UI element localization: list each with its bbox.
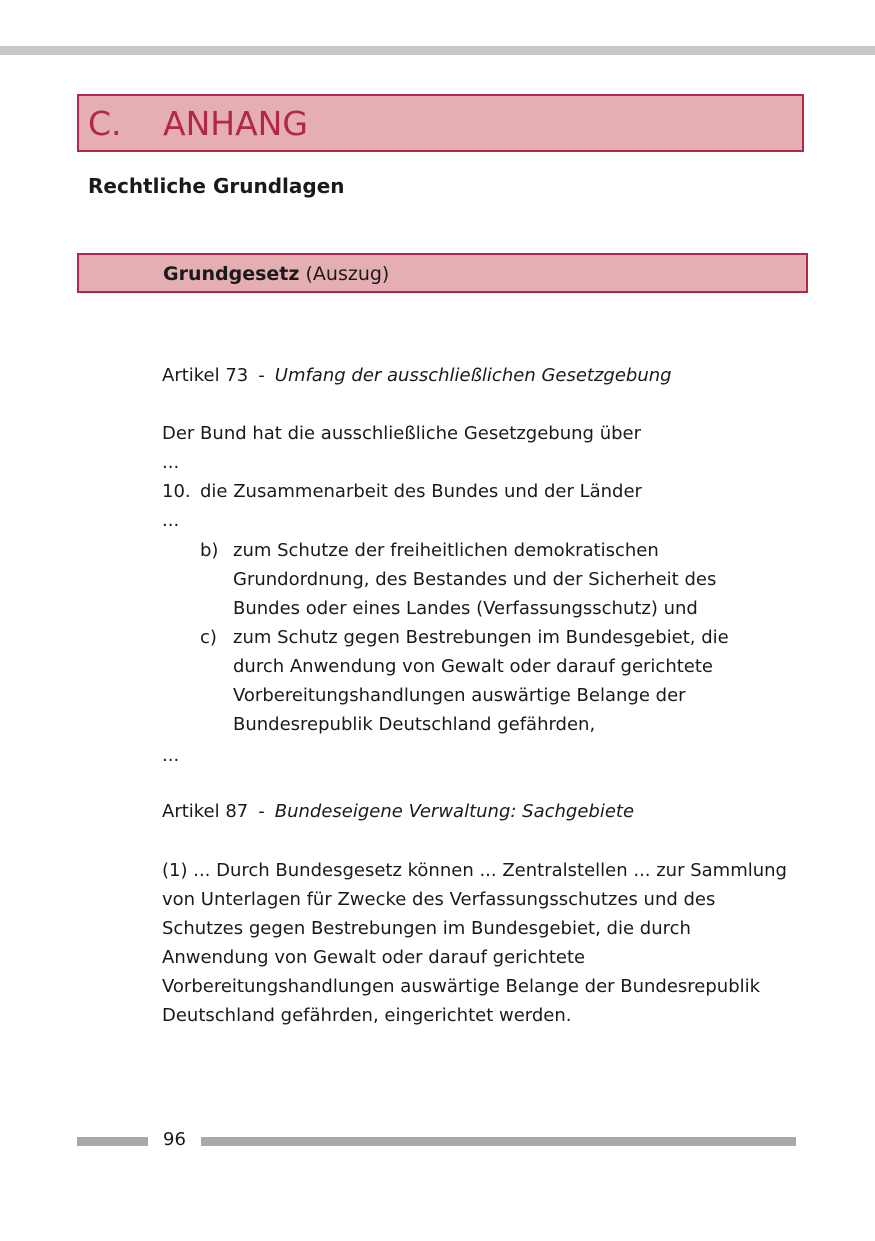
item-10-number: 10. — [162, 481, 191, 502]
article-87-title: Artikel 87 — [162, 801, 249, 822]
law-name: Grundgesetz — [163, 263, 300, 285]
law-label — [163, 261, 389, 287]
page-number: 96 — [163, 1129, 186, 1150]
article-73-separator: - — [258, 365, 265, 386]
section-heading: Rechtliche Grundlagen — [88, 174, 345, 198]
article-73-intro: Der Bund hat die ausschließliche Gesetzgebung über — [162, 423, 642, 444]
law-header — [77, 253, 808, 293]
ellipsis: ... — [162, 745, 180, 766]
footer-rule-right — [201, 1137, 796, 1146]
article-87-heading — [162, 797, 634, 826]
ellipsis: ... — [162, 510, 180, 531]
item-10-text: die Zusammenarbeit des Bundes und der Länder — [200, 481, 642, 502]
sub-item-b-letter: b) — [200, 540, 219, 561]
article-73-title: Artikel 73 — [162, 365, 249, 386]
chapter-title: ANHANG — [163, 104, 308, 143]
ellipsis: ... — [162, 452, 180, 473]
footer-rule-left — [77, 1137, 148, 1146]
sub-item-b-line: Bundes oder eines Landes (Verfassungsschutz) und — [233, 598, 698, 619]
article-73-heading — [162, 361, 672, 390]
sub-item-c-line: zum Schutz gegen Bestrebungen im Bundesgebiet, die — [233, 627, 729, 648]
sub-item-b-line: zum Schutze der freiheitlichen demokratischen — [233, 540, 659, 561]
sub-item-c-letter: c) — [200, 627, 217, 648]
article-87-paragraph: (1) ... Durch Bundesgesetz können ... Zentralstellen ... zur Sammlung von Unterlagen für Zwecke des Verfassungsschutzes und des Schutzes gegen Bestrebungen im Bundesgebiet, die durch Anwendung von Gewalt oder darauf gerichtete Vorbereitungshandlungen auswärtige Belange der Bundesrepublik Deutschland gefährden, eingerichtet werden. — [162, 860, 787, 1026]
chapter-header — [77, 94, 804, 152]
sub-item-c-line: Vorbereitungshandlungen auswärtige Belange der — [233, 685, 686, 706]
sub-item-c-line: Bundesrepublik Deutschland gefährden, — [233, 714, 596, 735]
article-73-topic: Umfang der ausschließlichen Gesetzgebung — [274, 365, 672, 386]
article-87-topic: Bundeseigene Verwaltung: Sachgebiete — [274, 801, 635, 822]
sub-item-c-line: durch Anwendung von Gewalt oder darauf gerichtete — [233, 656, 713, 677]
article-87-separator: - — [258, 801, 265, 822]
top-rule — [0, 46, 875, 55]
sub-item-b-line: Grundordnung, des Bestandes und der Sicherheit des — [233, 569, 717, 590]
chapter-letter: C. — [88, 104, 122, 143]
law-qualifier: (Auszug) — [305, 263, 390, 285]
